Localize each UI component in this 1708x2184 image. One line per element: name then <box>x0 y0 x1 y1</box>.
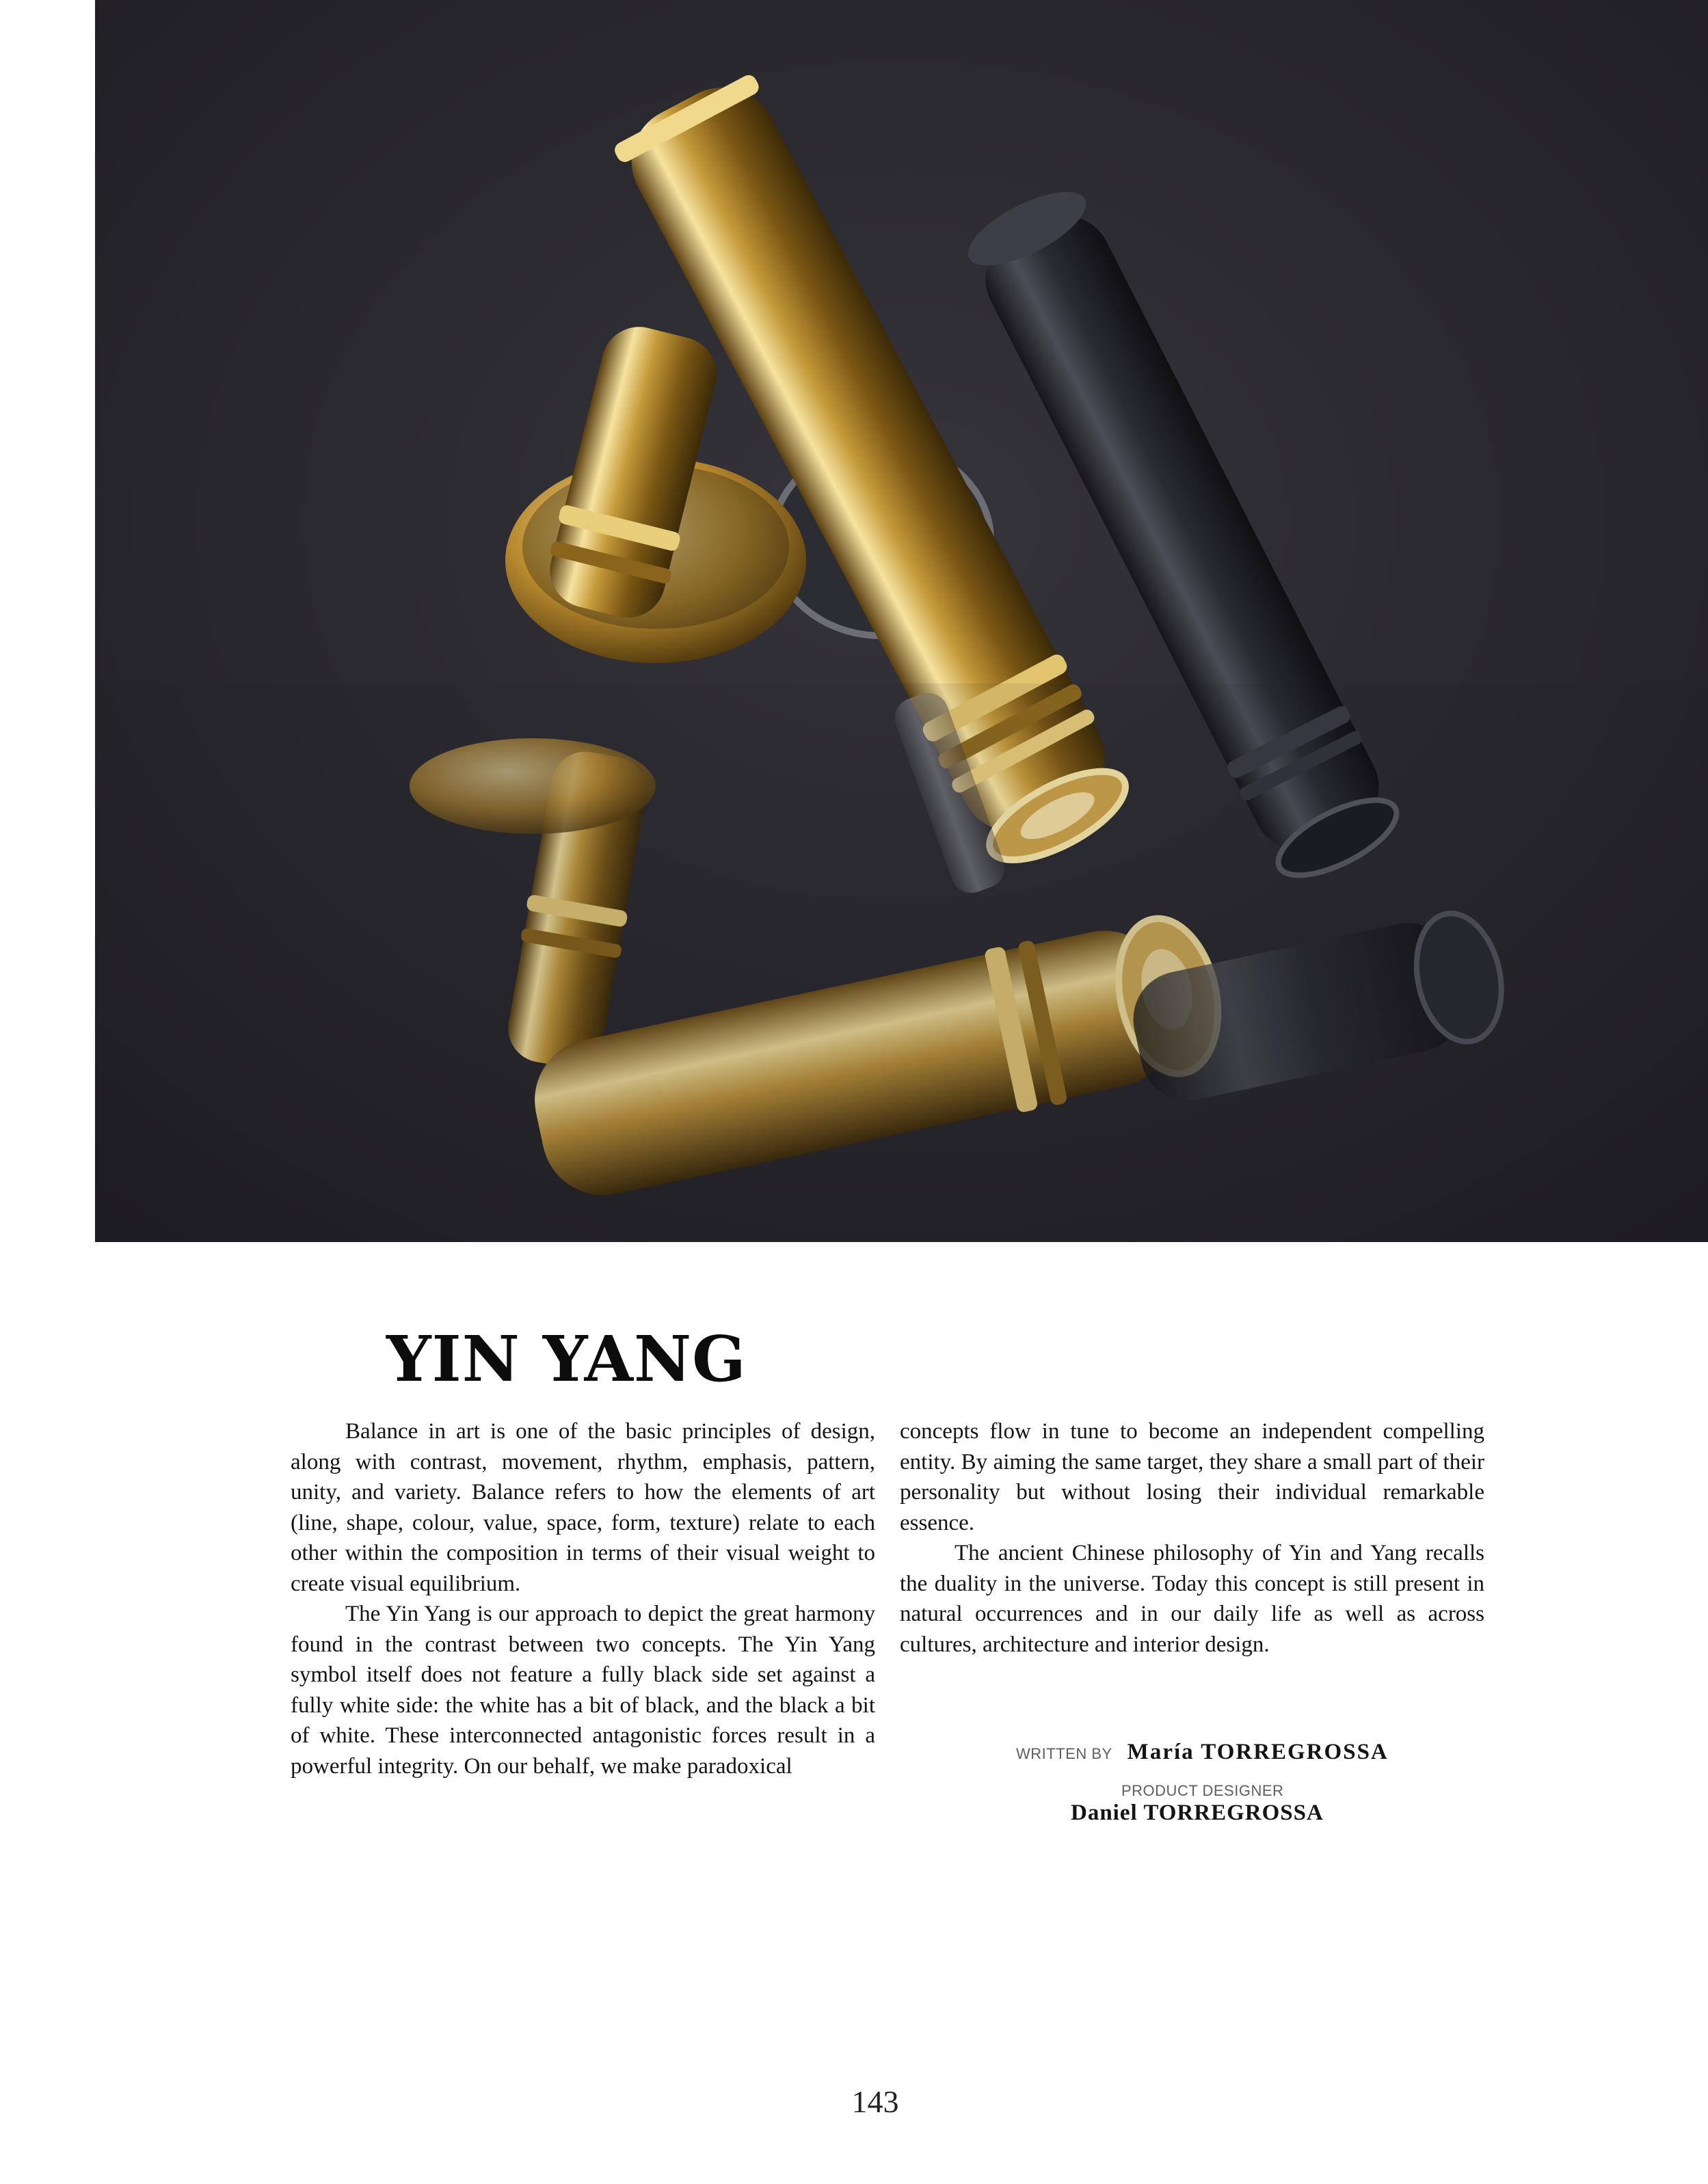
paragraph: The ancient Chinese philosophy of Yin and Yang recalls the duality in the universe. Today this concept is still present in natural occurrences and in our daily life as well as across cultures, architecture and interior design. <box>900 1541 1484 1657</box>
page-number: 143 <box>851 2084 899 2119</box>
paragraph: The Yin Yang is our approach to depict the great harmony found in the contrast between two concepts. The Yin Yang symbol itself does not feature a fully black side set against a fully white side: the white has a bit of black, and the black a bit of white. These interconnected antagonistic forces result in a powerful integrity. On our behalf, we make paradoxical <box>291 1602 875 1779</box>
right-text-column <box>900 1416 1484 1660</box>
writer-label: WRITTEN BY <box>1016 1745 1112 1762</box>
writer-credit <box>1016 1740 1389 1765</box>
lever-door-handles-photo-icon <box>95 0 1708 1242</box>
paragraph: Balance in art is one of the basic principles of design, along with contrast, movement, rhythm, emphasis, pattern, unity, and variety. Balance refers to how the elements of art (line, shape, colour, value, space, form, texture) relate to each other within the composition in terms of their visual weight to create visual equilibrium. <box>291 1419 875 1596</box>
paragraph: concepts flow in tune to become an independent compelling entity. By aiming the same target, they share a small part of their personality but without losing their individual remarkable essence. <box>900 1419 1484 1535</box>
left-text-column <box>291 1416 875 1781</box>
hero-photo <box>95 0 1708 1242</box>
article-title: YIN YANG <box>386 1322 747 1396</box>
designer-name: Daniel TORREGROSSA <box>1071 1801 1324 1825</box>
designer-credit-name <box>1071 1801 1324 1826</box>
designer-label: PRODUCT DESIGNER <box>1121 1782 1284 1799</box>
designer-credit-label <box>1121 1782 1283 1800</box>
writer-name: María TORREGROSSA <box>1127 1740 1389 1764</box>
